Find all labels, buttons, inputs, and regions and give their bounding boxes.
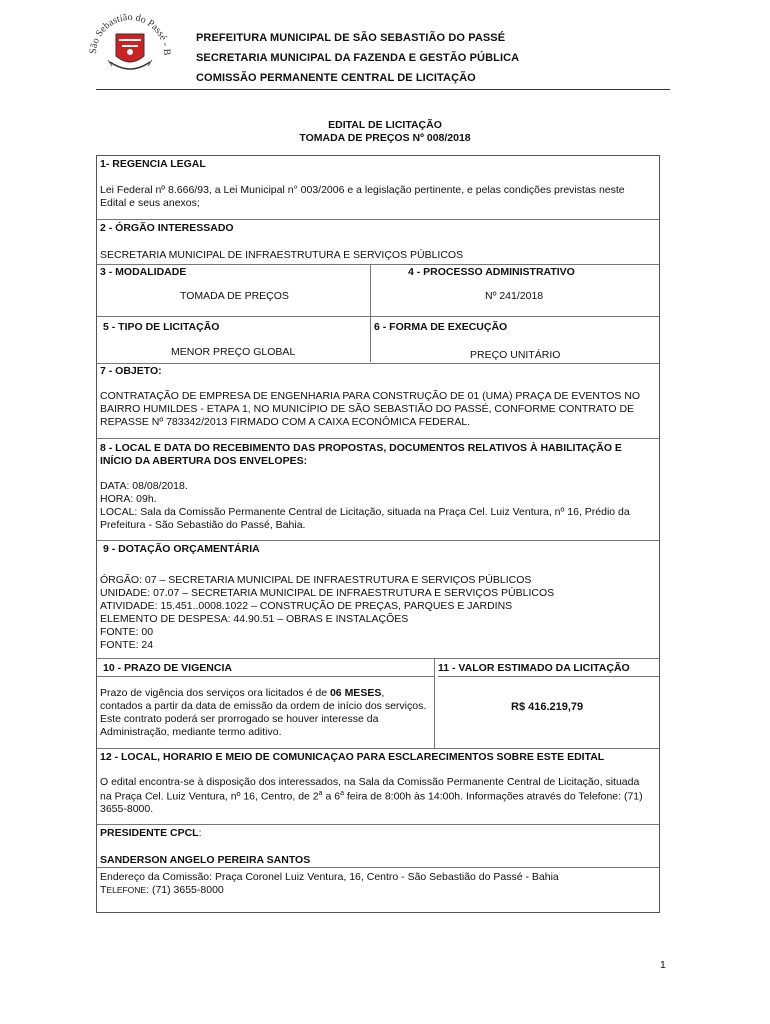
divider [97, 867, 659, 868]
commission-address: Endereço da Comissão: Praça Coronel Luiz Ventura, 16, Centro - São Sebastião do Passé - Bahia [100, 871, 559, 883]
divider [97, 438, 659, 439]
section-12-line3: 3655-8000. [100, 803, 154, 815]
divider [97, 658, 659, 659]
section-7-line1: CONTRATAÇÃO DE EMPRESA DE ENGENHARIA PARA CONSTRUÇÃO DE 01 (UMA) PRAÇA DE EVENTOS NO [100, 390, 641, 402]
section-8-heading-line1: 8 - LOCAL E DATA DO RECEBIMENTO DAS PROPOSTAS, DOCUMENTOS RELATIVOS À HABILITAÇÃO E [100, 442, 622, 454]
section-2-heading: 2 - ÓRGÃO INTERESSADO [100, 222, 234, 234]
section-1-heading: 1- REGENCIA LEGAL [100, 158, 206, 170]
section-8-heading-line2: INÍCIO DA ABERTURA DOS ENVELOPES: [100, 455, 308, 467]
header-block [196, 28, 519, 88]
section-2-value: SECRETARIA MUNICIPAL DE INFRAESTRUTURA E SERVIÇOS PÚBLICOS [100, 249, 464, 261]
section-9-heading: 9 - DOTAÇÃO ORÇAMENTÁRIA [103, 543, 260, 555]
section-8-local-line1: LOCAL: Sala da Comissão Permanente Central de Licitação, situada na Praça Cel. Luiz Ventura, nº 16, Prédio da [100, 506, 630, 518]
section-9-elemento: ELEMENTO DE DESPESA: 44.90.51 – OBRAS E INSTALAÇÕES [100, 613, 409, 625]
section-8-local-line2: Prefeitura - São Sebastião do Passé, Bahia. [100, 519, 306, 531]
section-3-heading: 3 - MODALIDADE [100, 266, 187, 278]
header-secretaria: SECRETARIA MUNICIPAL DA FAZENDA E GESTÃO PÚBLICA [196, 52, 520, 64]
president-name: SANDERSON ANGELO PEREIRA SANTOS [100, 854, 311, 866]
section-4-value: Nº 241/2018 [485, 290, 544, 302]
section-5-heading: 5 - TIPO DE LICITAÇÃO [103, 321, 220, 333]
header-divider [96, 89, 670, 90]
section-10-line2: contados a partir da data de emissão da ordem de início dos serviços. [100, 700, 427, 712]
divider [97, 264, 659, 265]
divider [438, 676, 659, 677]
divider [97, 219, 659, 220]
section-9-fonte-00: FONTE: 00 [100, 626, 154, 638]
section-10-line1: Prazo de vigência dos serviços ora licitados é de 06 MESES, [100, 687, 385, 699]
section-7-line2: BAIRRO HUMILDES - ETAPA 1, NO MUNICÍPIO DE SÃO SEBASTIÃO DO PASSÉ, CONFORME CONTRATO DE [100, 403, 635, 415]
divider [97, 748, 659, 749]
section-12-line2: na Praça Cel. Luiz Ventura, nº 16, Centro, de 2$^a$ a 6$^a$ feira de 8:00h às 14:00h. Informações através do Telefone: (71) [100, 790, 643, 803]
section-6-value: PREÇO UNITÁRIO [470, 349, 561, 361]
divider [97, 316, 659, 317]
section-6-heading: 6 - FORMA DE EXECUÇÃO [374, 321, 508, 333]
svg-text:São Sebastião do Passé - Bahia: São Sebastião do Passé - B [87, 11, 173, 56]
section-9-unidade: UNIDADE: 07.07 – SECRETARIA MUNICIPAL DE INFRAESTRUTURA E SERVIÇOS PÚBLICOS [100, 587, 555, 599]
section-7-line3: REPASSE Nº 783342/2013 FIRMADO COM A CAIXA ECONÔMICA FEDERAL. [100, 416, 471, 428]
section-12-heading: 12 - LOCAL, HORARIO E MEIO DE COMUNICAÇAO PARA ESCLARECIMENTOS SOBRE ESTE EDITAL [100, 751, 605, 763]
section-5-value: MENOR PREÇO GLOBAL [171, 346, 296, 358]
section-9-atividade: ATIVIDADE: 15.451..0008.1022 – CONSTRUÇÃO DE PREÇAS, PARQUES E JARDINS [100, 600, 513, 612]
section-10-heading: 10 - PRAZO DE VIGENCIA [103, 662, 232, 674]
edital-table [96, 155, 660, 913]
section-9-fonte-24: FONTE: 24 [100, 639, 154, 651]
column-divider [370, 264, 371, 362]
document-title: EDITAL DE LICITAÇÃO [328, 119, 442, 131]
president-label: PRESIDENTE CPCL: [100, 827, 202, 839]
section-1-text-line1: Lei Federal nº 8.666/93, a Lei Municipal n° 003/2006 e a legislação pertinente, e pelas condições previstas neste [100, 184, 625, 196]
section-12-line1: O edital encontra-se à disposição dos interessados, na Sala da Comissão Permanente Central de Licitação, situada [100, 776, 640, 788]
section-10-line3: Este contrato poderá ser prorrogado se houver interesse da [100, 713, 379, 725]
section-10-line4: Administração, mediante termo aditivo. [100, 726, 282, 738]
section-11-heading: 11 - VALOR ESTIMADO DA LICITAÇÃO [438, 662, 630, 674]
divider [97, 824, 659, 825]
section-7-heading: 7 - OBJETO: [100, 365, 162, 377]
page-number: 1 [660, 959, 666, 971]
section-8-date: DATA: 08/08/2018. [100, 480, 188, 492]
header-prefeitura: PREFEITURA MUNICIPAL DE SÃO SEBASTIÃO DO PASSÉ [196, 32, 506, 44]
divider [97, 540, 659, 541]
section-8-time: HORA: 09h. [100, 493, 157, 505]
section-11-value: R$ 416.219,79 [511, 701, 584, 713]
header-comissao: COMISSÃO PERMANENTE CENTRAL DE LICITAÇÃO [196, 72, 476, 84]
section-4-heading: 4 - PROCESSO ADMINISTRATIVO [408, 266, 575, 278]
section-3-value: TOMADA DE PREÇOS [180, 290, 289, 302]
divider [97, 676, 434, 677]
document-subtitle: TOMADA DE PREÇOS Nº 008/2018 [299, 132, 471, 144]
divider [97, 363, 659, 364]
section-1-text-line2: Edital e seus anexos; [100, 197, 200, 209]
commission-phone: TELEFONE: (71) 3655-8000 [100, 884, 224, 896]
column-divider [434, 658, 435, 748]
municipal-seal-logo [86, 6, 174, 86]
section-9-orgao: ÓRGÃO: 07 – SECRETARIA MUNICIPAL DE INFRAESTRUTURA E SERVIÇOS PÚBLICOS [100, 574, 532, 586]
